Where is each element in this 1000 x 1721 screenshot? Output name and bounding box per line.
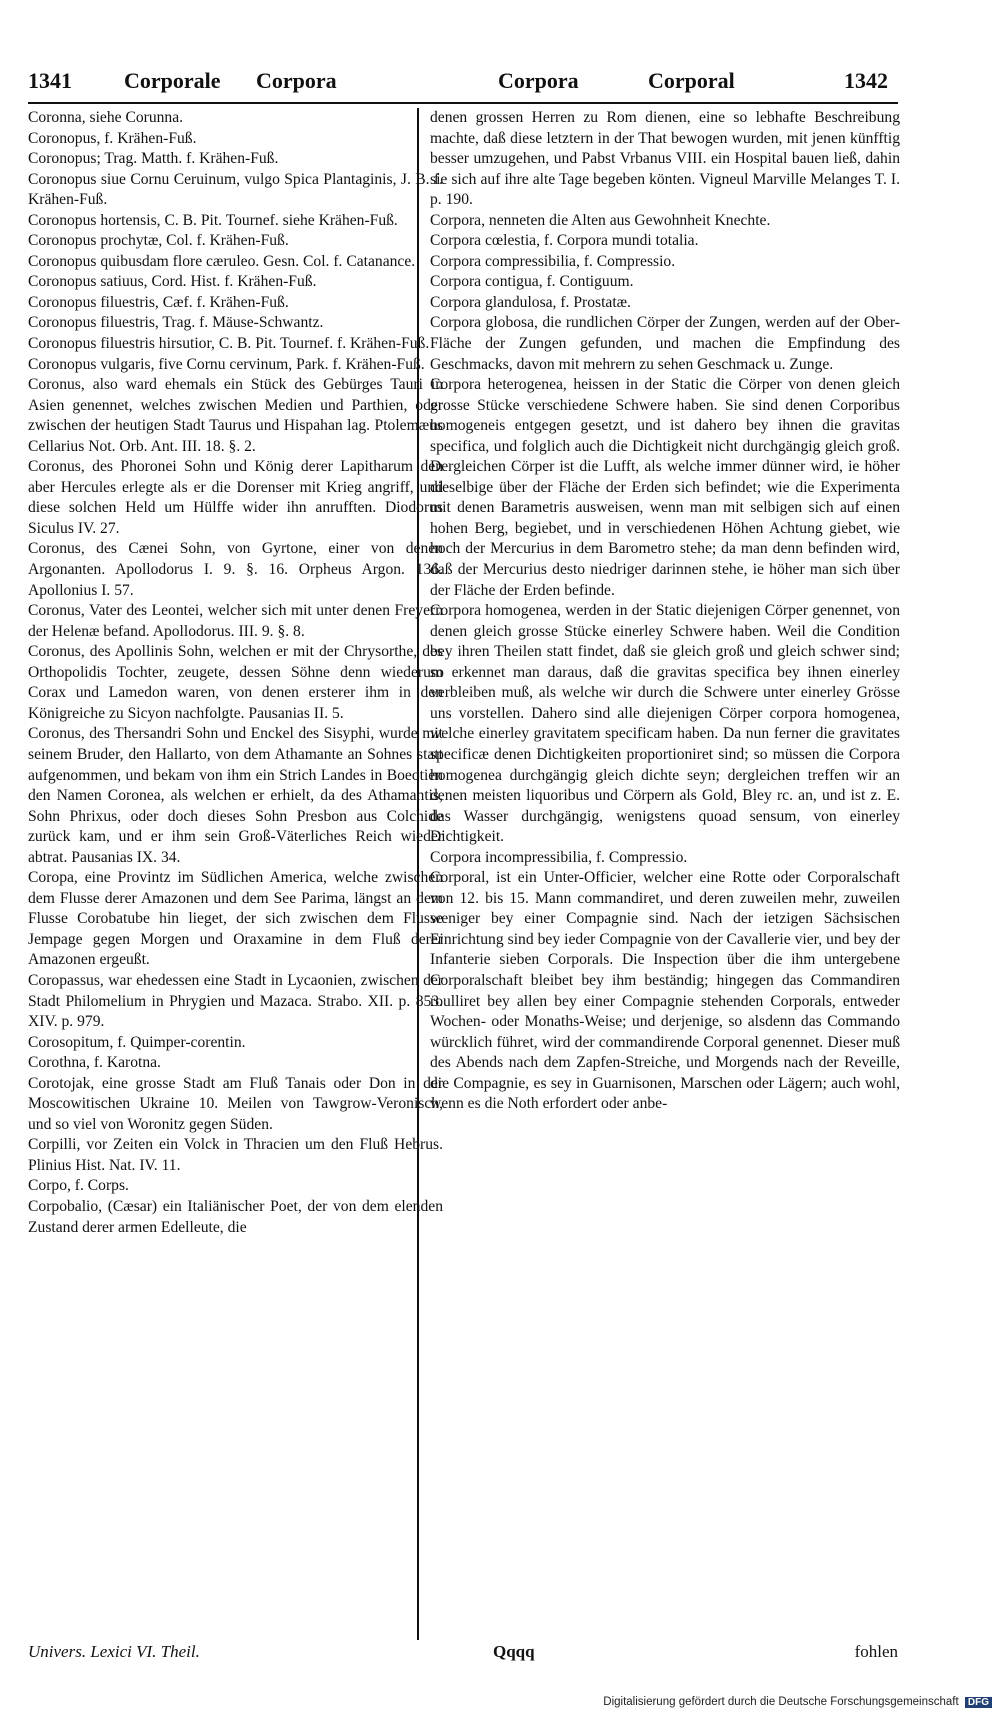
dictionary-entry: Coronopus quibusdam flore cæruleo. Gesn. Col. f. Catanance.: [28, 252, 416, 270]
dictionary-entry: Coronus, des Cænei Sohn, von Gyrtone, einer von denen Argonanten. Apollodorus I. 9. §. 16. Orpheus Argon. 136. Apollonius I. 57.: [28, 540, 443, 599]
dictionary-entry: Corothna, f. Karotna.: [28, 1054, 161, 1072]
dictionary-entry: Coronus, also ward ehemals ein Stück des Gebürges Tauri in Asien genennet, welches zwischen Medien und Parthien, oder zwischen der heutigen Stadt Taurus und Hispahan lag. Ptolemæus Cellarius Not. Orb. Ant. III. 18. §. 2.: [28, 376, 443, 455]
dictionary-entry: Corpora contigua, f. Contiguum.: [430, 273, 634, 291]
footer-signature: Qqqq: [493, 1642, 535, 1661]
page-header: [28, 68, 888, 104]
dictionary-entry: Corpora compressibilia, f. Compressio.: [430, 252, 676, 270]
dictionary-entry: Coronus, Vater des Leontei, welcher sich mit unter denen Freyern der Helenæ befand. Apollodorus. III. 9. §. 8.: [28, 602, 443, 640]
credit-text: Digitalisierung gefördert durch die Deutsche Forschungsgemeinschaft: [603, 1696, 959, 1708]
dictionary-entry: Coronus, des Apollinis Sohn, welchen er mit der Chrysorthe, des Orthopolidis Tochter, zeugete, dessen Söhne denn wiederum Corax und Lamedon waren, von denen ersterer ihm in den Königreiche zu Sicyon nachfolgte. Pausanias II. 5.: [28, 643, 443, 722]
dictionary-entry: Corpora heterogenea, heissen in der Static die Cörper von denen gleich grosse Stücke verschiedene Schwere haben. Sie sind denen Corporibus homogeneis entgegen gesetzt, und ist dahero bey ihnen die gravitas specifica, und folglich auch die Dichtigkeit nicht durchgängig gleich groß. Dergleichen Cörper ist die Lufft, als welche immer dünner wird, ie höher dieselbige über der Fläche der Erden sich befindet; wie die Experimenta mit denen Barametris ausweisen, wenn man mit selbigen sich auf einen hohen Berg, begiebet, und in verschiedenen Höhen Achtung giebet, wie hoch der Mercurius in dem Barometro stehe; da man denn befinden wird, daß der Mercurius desto niedriger darinnen stehe, ie höher man sich über der Fläche der Erden befinde.: [430, 376, 900, 599]
footer-catchword: fohlen: [854, 1642, 898, 1661]
dictionary-entry: Corosopitum, f. Quimper-corentin.: [28, 1033, 246, 1051]
dictionary-entry: Coropassus, war ehedessen eine Stadt in Lycaonien, zwischen der Stadt Philomelium in Phrygien und Mazaca. Strabo. XII. p. 853. XIV. p. 979.: [28, 971, 443, 1031]
dictionary-entry: Corpora homogenea, werden in der Static diejenigen Cörper genennet, von denen gleich grosse Stücke einerley Schwere haben. Weil die Condition bey ihren Theilen statt findet, daß sie gleich groß und gleich schwer sind; so erkennet man daraus, daß die gravitas specifica bey ihnen einerley verbleiben muß, als welche wir durch die Schwere unter einerley Grösse uns vorstellen. Dahero sind alle diejenigen Cörper corpora homogenea, welche einerley gravitatem specificam haben. Da nun ferner die gravitates specificæ denen Dichtigkeiten proportioniret sind; so müssen die Corpora homogenea durchgängig gleich dichte seyn; dergleichen treffen wir an denen meisten liquoribus und Cörpern als Gold, Bley rc. an, und ist z. E. das Wasser durchgängig, wenigstens quoad sensum, von einerley Dichtigkeit.: [430, 602, 900, 846]
digitization-credit: [560, 1696, 992, 1716]
left-catchword-1: Corporale: [124, 68, 221, 93]
dictionary-entry: Coronus, des Phoronei Sohn und König derer Lapitharum den aber Hercules erlegte als er die Dorenser mit Krieg angriff, und diese solchen Held um Hülffe wider ihn anrufften. Diodorus Siculus IV. 27.: [28, 458, 443, 537]
column-divider: [417, 108, 419, 1640]
dictionary-entry: Corpobalio, (Cæsar) ein Italiänischer Poet, der von dem elenden Zustand derer armen Edelleute, die: [28, 1197, 443, 1236]
dictionary-entry: Coronopus filuestris, Cæf. f. Krähen-Fuß.: [28, 293, 289, 311]
dictionary-entry: Coronopus filuestris hirsutior, C. B. Pit. Tournef. f. Krähen-Fuß.: [28, 335, 430, 353]
page-footer: [28, 1642, 898, 1668]
dictionary-entry: Coronopus vulgaris, five Cornu cervinum, Park. f. Krähen-Fuß.: [28, 355, 425, 373]
dictionary-entry: Corotojak, eine grosse Stadt am Fluß Tanais oder Don in der Moscowitischen Ukraine 10. Meilen von Tawgrow-Veronisch, und so viel von Woronitz gegen Süden.: [28, 1074, 443, 1133]
dictionary-entry: Corpora globosa, die rundlichen Cörper der Zungen, werden auf der Ober-Fläche der Zungen gefunden, und machen die Empfindung des Geschmacks, davon mit mehrern zu sehen Geschmack u. Zunge.: [430, 314, 900, 373]
dictionary-entry: denen grossen Herren zu Rom dienen, eine so lebhafte Beschreibung machte, daß diese letztern in der That bewogen wurden, mit jenen künfftig besser umzugehen, und Pabst Vrbanus VIII. ein Hospital bauen ließ, dahin sie sich auf ihre alte Tage begeben könten. Vigneul Marville Melanges T. I. p. 190.: [430, 109, 900, 209]
dictionary-entry: Corpilli, vor Zeiten ein Volck in Thracien um den Fluß Hebrus. Plinius Hist. Nat. IV. 11.: [28, 1136, 443, 1174]
dfg-logo: DFG: [965, 1697, 992, 1708]
dictionary-entry: Corpo, f. Corps.: [28, 1177, 129, 1195]
footer-volume: Univers. Lexici VI. Theil.: [28, 1642, 200, 1661]
dictionary-entry: Coronopus filuestris, Trag. f. Mäuse-Schwantz.: [28, 314, 324, 332]
right-catchword-2: Corporal: [648, 68, 735, 93]
left-catchword-2: Corpora: [256, 68, 337, 93]
dictionary-entry: Coronopus satiuus, Cord. Hist. f. Krähen-Fuß.: [28, 273, 317, 291]
dictionary-entry: Corpora cœlestia, f. Corpora mundi totalia.: [430, 232, 699, 250]
left-column: [28, 108, 443, 1640]
header-rule: [28, 102, 898, 104]
dictionary-entry: Coronopus prochytæ, Col. f. Krähen-Fuß.: [28, 232, 289, 250]
dictionary-entry: Coropa, eine Provintz im Südlichen America, welche zwischen dem Flusse derer Amazonen und dem See Parima, längst an dem Flusse Corobatube hin lieget, der sich zwischen dem Flusse Jempage gegen Morgen und Oraxamine in dem Fluß derer Amazonen ergeußt.: [28, 869, 443, 969]
dictionary-entry: Coronopus; Trag. Matth. f. Krähen-Fuß.: [28, 150, 279, 168]
dictionary-entry: Coronopus, f. Krähen-Fuß.: [28, 129, 197, 147]
dictionary-entry: Corpora glandulosa, f. Prostatæ.: [430, 293, 631, 311]
dictionary-entry: Corporal, ist ein Unter-Officier, welcher eine Rotte oder Corporalschaft von 12. bis 15. Mann commandiret, und deren zuweilen mehr, zuweilen weniger bey einer Compagnie sind. Nach der ietzigen Sächsischen Einrichtung sind bey ieder Compagnie von der Cavallerie vier, und bey der Infanterie sieben Corporals. Die Inspection über die ihm untergebene Corporalschaft bleibet bey ihm beständig; hingegen das Commandiren roulliret bey allen bey einer Compagnie stehenden Corporals, entweder Wochen- oder Monaths-Weise; und derjenige, so alsdenn das Commando würcklich führet, wird der commandirende Corporal genennet. Dieser muß des Abends nach dem Zapfen-Streiche, und Morgends nach der Reveille, die Compagnie, es sey in Guarnisonen, Marschen oder Lägern; auch wohl, wenn es die Noth erfordert oder anbe-: [430, 869, 900, 1113]
dictionary-entry: Coronopus siue Cornu Ceruinum, vulgo Spica Plantaginis, J. B. f. Krähen-Fuß.: [28, 170, 443, 209]
right-catchword-1: Corpora: [498, 68, 579, 93]
right-column: [430, 108, 900, 1640]
dictionary-entry: Coronna, siehe Corunna.: [28, 109, 184, 126]
left-page-number: 1341: [28, 68, 72, 93]
dictionary-entry: Corpora incompressibilia, f. Compressio.: [430, 848, 688, 866]
dictionary-entry: Corpora, nenneten die Alten aus Gewohnheit Knechte.: [430, 211, 771, 229]
dictionary-entry: Coronus, des Thersandri Sohn und Enckel des Sisyphi, wurde mit seinem Bruder, den Hallarto, von dem Athamante an Sohnes statt aufgenommen, und bekam von ihm ein Strich Landes in Boeotien den Namen Coronea, als welchen er erhielt, da des Athamantis, Sohn Phrixus, oder doch dieses Sohn Presbon aus Colchide zurück kam, und er ihm sein Groß-Väterliches Reich wieder abtrat. Pausanias IX. 34.: [28, 725, 443, 866]
dictionary-entry: Coronopus hortensis, C. B. Pit. Tournef. siehe Krähen-Fuß.: [28, 211, 398, 229]
right-page-number: 1342: [844, 68, 888, 93]
